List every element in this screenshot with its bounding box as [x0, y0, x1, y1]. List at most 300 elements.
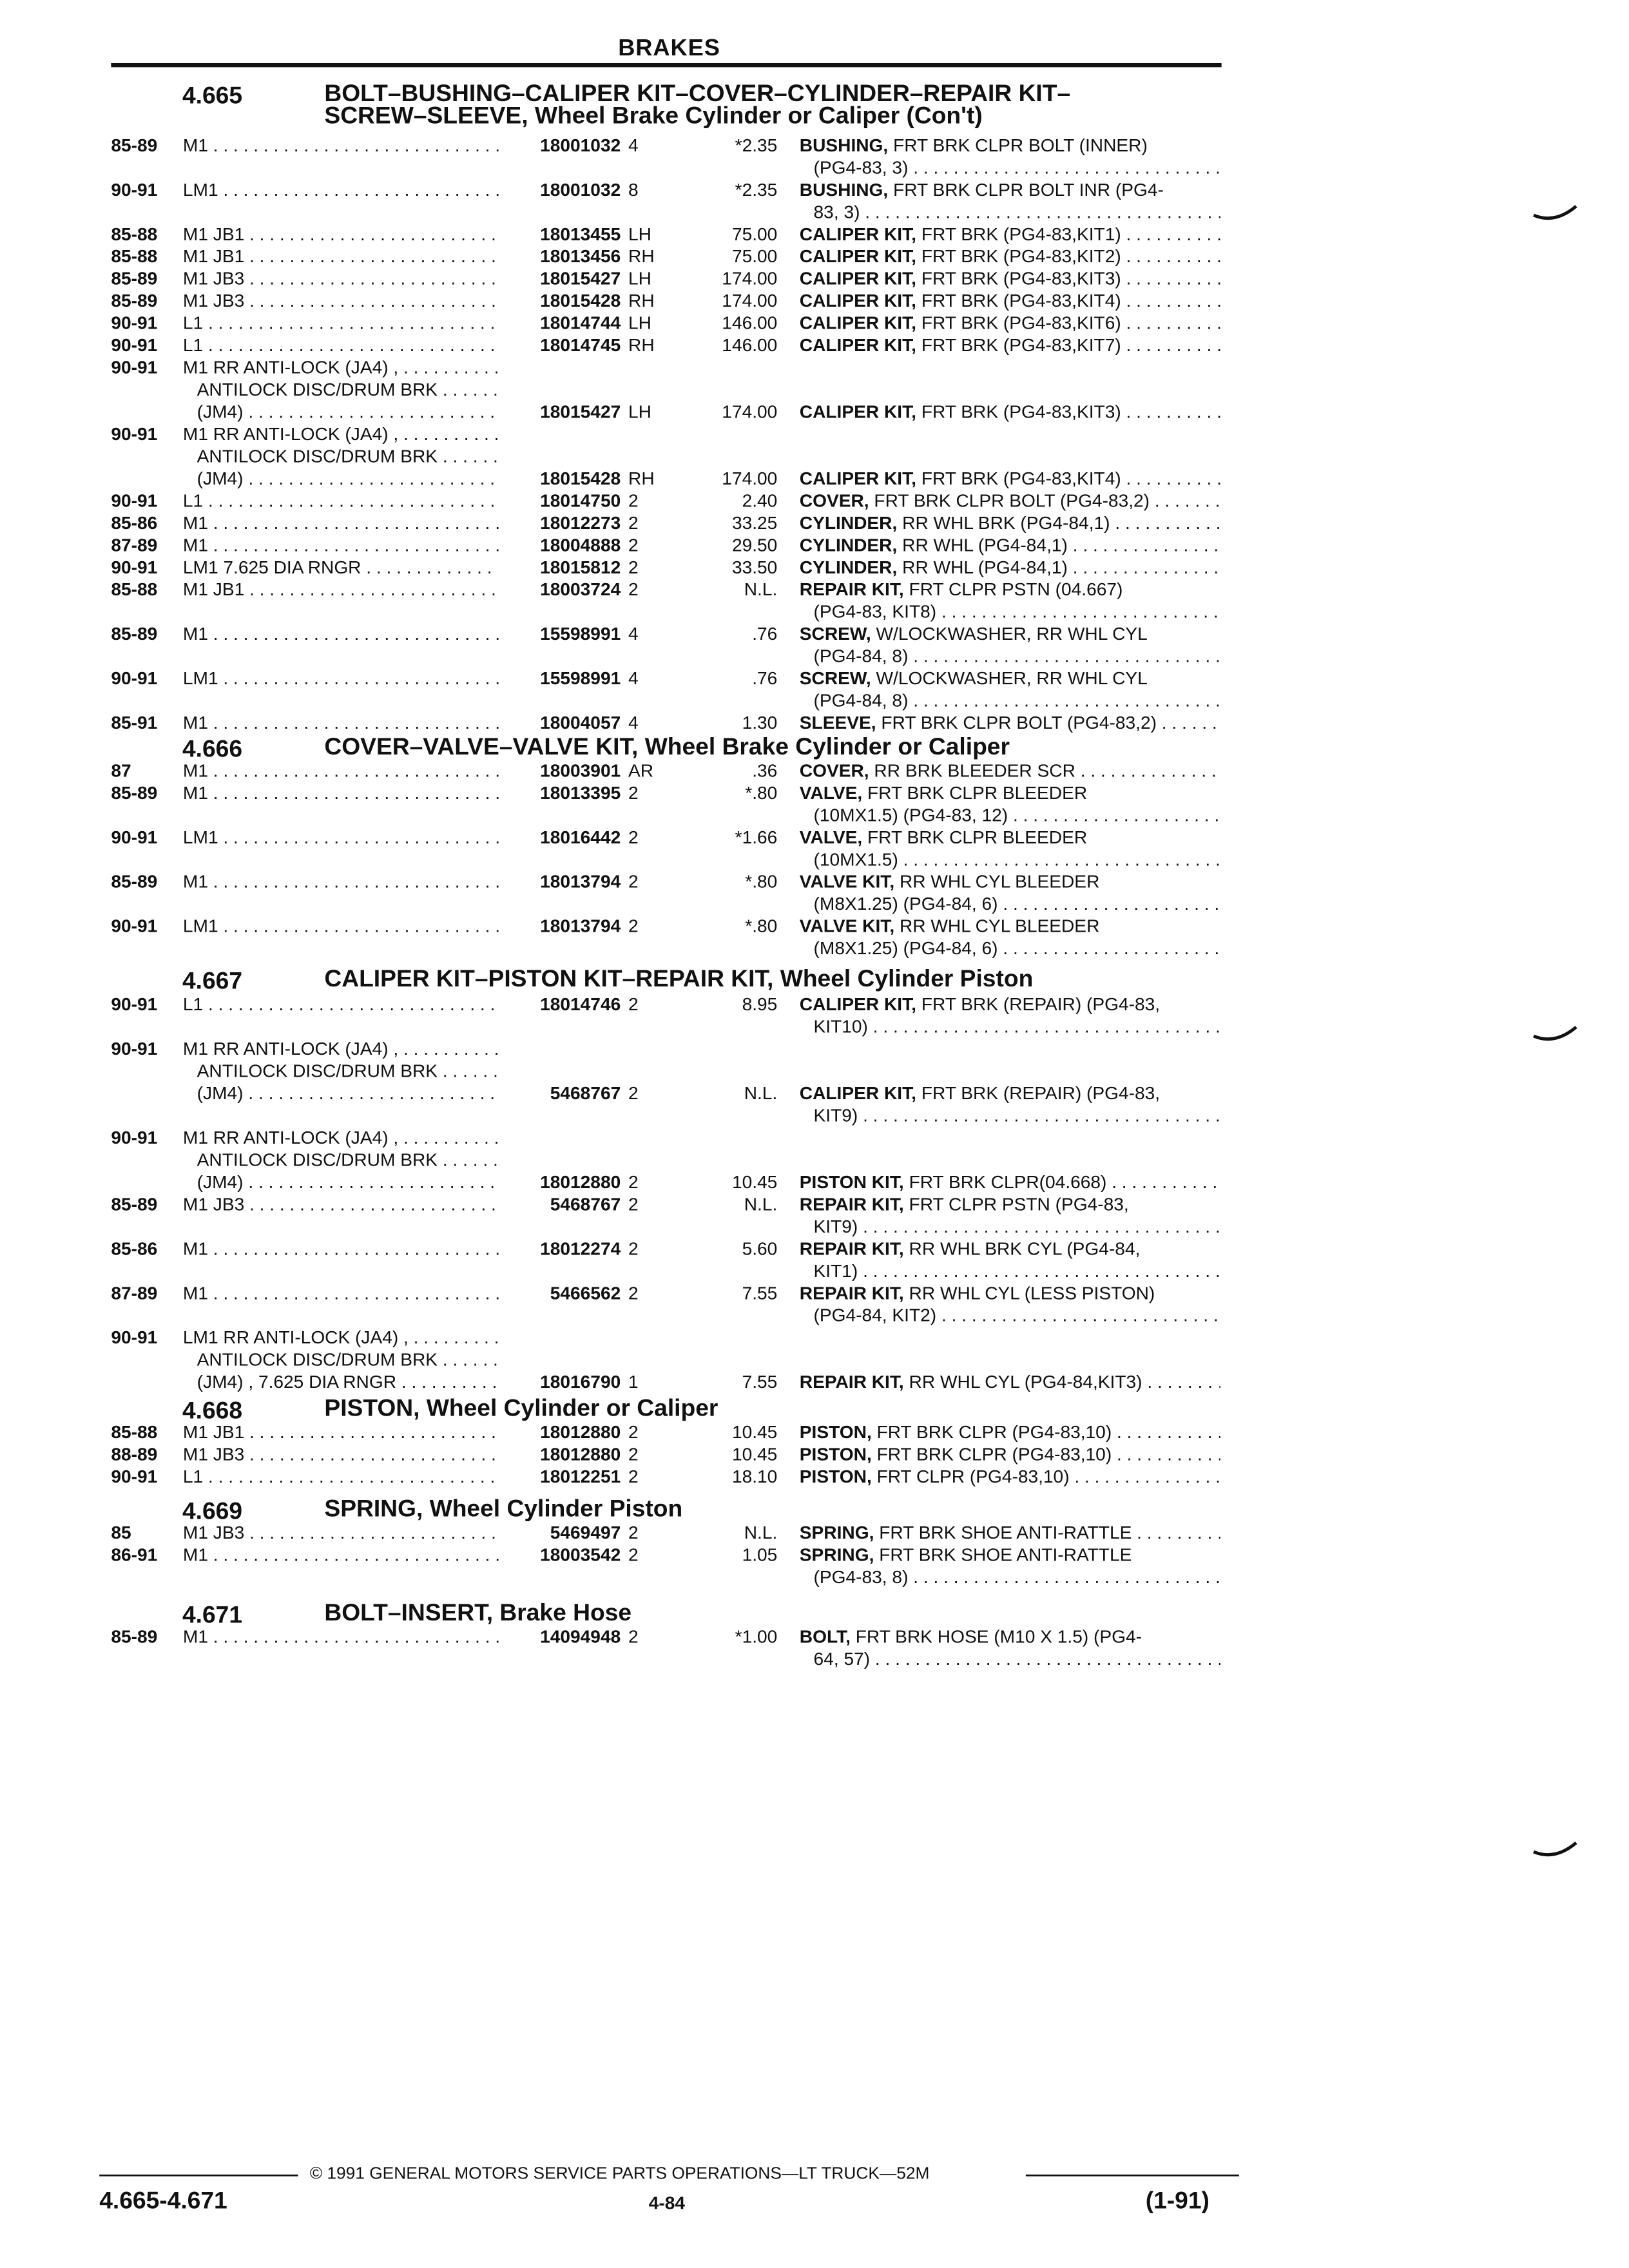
check-mark-icon	[1532, 205, 1577, 224]
application	[183, 1127, 499, 1193]
application	[183, 760, 499, 782]
quantity: 2	[628, 1544, 639, 1565]
description-text: FRT BRK CLPR (PG4-83,10)	[876, 1421, 1112, 1443]
description-line	[800, 1522, 1220, 1544]
part-number: 18013395	[540, 782, 621, 803]
price: 1.30	[742, 712, 778, 733]
part-number: 18016790	[540, 1371, 621, 1392]
price: 8.95	[742, 994, 778, 1015]
part-number: 18013794	[540, 916, 621, 937]
description-line: (PG4-84, KIT2) . . .	[800, 1304, 1220, 1326]
application	[183, 782, 499, 804]
application-text: L1 . . .	[183, 312, 499, 334]
model-years: 85-91	[111, 712, 158, 733]
quantity: 2	[628, 534, 639, 555]
part-name: SCREW,	[799, 668, 871, 689]
description-line	[800, 1443, 1220, 1465]
description	[800, 1238, 1220, 1282]
description-line	[800, 267, 1220, 289]
application-text: M1 . . .	[183, 623, 499, 645]
part-number: 18014744	[540, 312, 621, 333]
model-years: 90-91	[111, 334, 158, 356]
description	[800, 223, 1220, 245]
description-line: (PG4-83, 3) . . .	[800, 157, 1220, 178]
description-line: (PG4-84, 8) . . .	[800, 689, 1220, 711]
application	[183, 245, 499, 267]
footer-edition: (1-91)	[1145, 2186, 1210, 2214]
application	[183, 994, 499, 1015]
description	[800, 1371, 1220, 1393]
price: 7.55	[742, 1371, 778, 1392]
description-line: (PG4-83, 8) . . .	[800, 1566, 1220, 1588]
description	[800, 870, 1220, 915]
description-line: (M8X1.25) (PG4-84, 6) . . .	[800, 937, 1220, 959]
description-line	[800, 1238, 1220, 1260]
description	[800, 512, 1220, 534]
model-years: 90-91	[111, 557, 158, 578]
section-number: 4.668	[182, 1396, 243, 1424]
price: 75.00	[731, 245, 778, 267]
description-text: RR WHL CYL (LESS PISTON)	[909, 1282, 1155, 1303]
price: *.80	[745, 916, 778, 937]
description-line: (PG4-84, 8) . . .	[800, 645, 1220, 667]
description	[800, 1522, 1220, 1544]
description-text: FRT CLPR PSTN (PG4-83,	[909, 1194, 1129, 1215]
footer-line	[99, 2164, 1239, 2187]
quantity: 4	[628, 712, 639, 733]
part-number: 18003724	[540, 579, 621, 600]
price: 5.60	[742, 1238, 778, 1259]
application	[183, 826, 499, 848]
description-text: FRT CLPR PSTN (04.667)	[909, 579, 1123, 600]
model-years: 90-91	[111, 994, 158, 1015]
description-text: FRT BRK (PG4-83,KIT3)	[921, 268, 1121, 289]
description	[800, 1171, 1220, 1193]
description	[800, 994, 1220, 1038]
description-line	[800, 556, 1220, 578]
part-name: PISTON KIT,	[799, 1171, 904, 1193]
part-number: 15598991	[540, 623, 621, 644]
description	[800, 290, 1220, 312]
description	[800, 623, 1220, 668]
description-line	[800, 468, 1220, 490]
description	[800, 1443, 1220, 1465]
section-title-line: SCREW–SLEEVE, Wheel Brake Cylinder or Caliper (Con't)	[324, 101, 983, 129]
section-number: 4.671	[182, 1601, 243, 1628]
description-line	[800, 1371, 1220, 1393]
quantity: 2	[628, 1421, 639, 1443]
price: *1.66	[735, 827, 778, 848]
quantity: RH	[628, 468, 655, 489]
price: 29.50	[731, 534, 778, 555]
application-text: (JM4) . . .	[183, 1082, 499, 1104]
model-years: 90-91	[111, 423, 158, 445]
price: 33.50	[731, 557, 778, 578]
application	[183, 1327, 499, 1393]
application-text: L1 . . .	[183, 490, 499, 512]
application-text: ANTILOCK DISC/DRUM BRK . . .	[183, 379, 499, 401]
application-text: M1 . . .	[183, 870, 499, 892]
copyright-text: © 1991 GENERAL MOTORS SERVICE PARTS OPERATIONS—LT TRUCK—52M	[309, 2164, 930, 2183]
part-number: 5468767	[550, 1194, 621, 1215]
quantity: 2	[628, 579, 639, 600]
description-line: (PG4-83, KIT8) . . .	[800, 601, 1220, 622]
description-text: FRT BRK SHOE ANTI-RATTLE	[879, 1522, 1132, 1543]
application-text: M1 . . .	[183, 534, 499, 556]
part-number: 18012880	[540, 1421, 621, 1443]
part-name: VALVE KIT,	[799, 871, 895, 892]
model-years: 87	[111, 760, 131, 781]
description-line: (M8X1.25) (PG4-84, 6) . . .	[800, 893, 1220, 915]
description-line	[800, 135, 1220, 157]
description-text: FRT BRK CLPR BOLT INR (PG4-	[893, 179, 1164, 200]
application-text: M1 JB3 . . .	[183, 1522, 499, 1544]
part-name: SPRING,	[799, 1522, 874, 1543]
description	[800, 401, 1220, 423]
application	[183, 1626, 499, 1648]
part-number: 18013794	[540, 871, 621, 892]
application	[183, 870, 499, 892]
application-text: M1 . . .	[183, 135, 499, 157]
description	[800, 267, 1220, 289]
description	[800, 760, 1220, 782]
description-line	[800, 534, 1220, 556]
description-line	[800, 334, 1220, 356]
description-text: FRT CLPR (PG4-83,10)	[876, 1466, 1070, 1487]
quantity: AR	[628, 760, 654, 781]
model-years: 90-91	[111, 916, 158, 937]
quantity: 1	[628, 1371, 639, 1392]
description-text: FRT BRK (REPAIR) (PG4-83,	[921, 1082, 1161, 1104]
part-name: CALIPER KIT,	[799, 1082, 916, 1104]
application-text: M1 . . .	[183, 1544, 499, 1566]
price: 10.45	[731, 1421, 778, 1443]
quantity: 2	[628, 871, 639, 892]
page-header: BRAKES	[618, 35, 720, 61]
part-name: VALVE,	[799, 827, 863, 848]
description-line	[800, 290, 1220, 312]
application	[183, 534, 499, 556]
quantity: 2	[628, 994, 639, 1015]
model-years: 85-88	[111, 224, 158, 245]
price: 33.25	[731, 512, 778, 533]
price: N.L.	[744, 1194, 778, 1215]
part-number: 5469497	[550, 1522, 621, 1543]
model-years: 90-91	[111, 827, 158, 848]
section-title: CALIPER KIT–PISTON KIT–REPAIR KIT, Wheel Cylinder Piston	[324, 965, 1034, 992]
application	[183, 1282, 499, 1304]
application	[183, 290, 499, 312]
description-line	[800, 1171, 1220, 1193]
application-text: M1 RR ANTI-LOCK (JA4) , . . .	[183, 1127, 499, 1149]
description	[800, 1466, 1220, 1488]
part-name: SPRING,	[799, 1544, 874, 1565]
description-text: FRT BRK CLPR(04.668)	[909, 1171, 1107, 1193]
application-text: ANTILOCK DISC/DRUM BRK . . .	[183, 445, 499, 467]
application-text: M1 RR ANTI-LOCK (JA4) , . . .	[183, 423, 499, 445]
description-text: RR WHL CYL (PG4-84,KIT3)	[909, 1371, 1142, 1392]
application-text: M1 . . .	[183, 1626, 499, 1648]
description-text: FRT BRK CLPR (PG4-83,10)	[876, 1444, 1112, 1465]
section-title: SPRING, Wheel Cylinder Piston	[324, 1495, 683, 1522]
price: 2.40	[742, 490, 778, 511]
description-text: FRT BRK (PG4-83,KIT4)	[921, 468, 1121, 489]
price: 7.55	[742, 1282, 778, 1303]
application-text: M1 . . .	[183, 1238, 499, 1260]
description-text: W/LOCKWASHER, RR WHL CYL	[876, 668, 1148, 689]
application	[183, 334, 499, 356]
description	[800, 826, 1220, 870]
application-text: (JM4) . . .	[183, 401, 499, 423]
model-years: 85-89	[111, 268, 158, 289]
description-text: RR WHL (PG4-84,1)	[902, 557, 1068, 578]
price: 1.05	[742, 1544, 778, 1565]
model-years: 90-91	[111, 1038, 158, 1059]
part-number: 18015427	[540, 401, 621, 422]
part-number: 18003901	[540, 760, 621, 781]
application	[183, 712, 499, 734]
part-number: 18012273	[540, 512, 621, 533]
quantity: RH	[628, 334, 655, 356]
footer-page-number: 4-84	[648, 2193, 686, 2213]
part-number: 18014746	[540, 994, 621, 1015]
application	[183, 223, 499, 245]
part-number: 18004888	[540, 534, 621, 555]
application-text: LM1 RR ANTI-LOCK (JA4) , . . .	[183, 1327, 499, 1349]
model-years: 90-91	[111, 668, 158, 689]
description	[800, 135, 1220, 179]
section-number: 4.665	[182, 81, 243, 109]
description-text: FRT BRK CLPR BOLT (INNER)	[893, 135, 1148, 156]
price: *2.35	[735, 179, 778, 200]
part-name: BUSHING,	[799, 135, 889, 156]
part-number: 18015428	[540, 290, 621, 311]
description-line	[800, 994, 1220, 1015]
part-name: COVER,	[799, 760, 869, 781]
part-name: SLEEVE,	[799, 712, 876, 733]
application	[183, 1522, 499, 1544]
price: *2.35	[735, 135, 778, 156]
description-line: KIT9) . . .	[800, 1216, 1220, 1238]
description-line	[800, 490, 1220, 512]
description-line	[800, 782, 1220, 804]
description-line: KIT9) . . .	[800, 1104, 1220, 1126]
part-number: 5466562	[550, 1282, 621, 1303]
description	[800, 1544, 1220, 1588]
application-text: M1 JB1 . . .	[183, 579, 499, 601]
part-number: 18003542	[540, 1544, 621, 1565]
part-number: 5468767	[550, 1082, 621, 1104]
quantity: 2	[628, 1626, 639, 1647]
description-line	[800, 512, 1220, 534]
section-title: BOLT–INSERT, Brake Hose	[324, 1599, 632, 1626]
application	[183, 512, 499, 534]
price: 174.00	[722, 468, 778, 489]
application	[183, 556, 499, 578]
model-years: 85-88	[111, 579, 158, 600]
part-name: REPAIR KIT,	[799, 1194, 904, 1215]
footer-rule-right	[1026, 2175, 1239, 2177]
part-name: CALIPER KIT,	[799, 224, 916, 245]
application-text: ANTILOCK DISC/DRUM BRK . . .	[183, 1149, 499, 1171]
quantity: 4	[628, 623, 639, 644]
quantity: 2	[628, 1238, 639, 1259]
application	[183, 490, 499, 512]
description-text: FRT BRK SHOE ANTI-RATTLE	[879, 1544, 1132, 1565]
description-line	[800, 668, 1220, 689]
price: 174.00	[722, 290, 778, 311]
application-text: ANTILOCK DISC/DRUM BRK . . .	[183, 1349, 499, 1370]
application	[183, 179, 499, 201]
price: 10.45	[731, 1171, 778, 1193]
application-text: M1 RR ANTI-LOCK (JA4) , . . .	[183, 356, 499, 378]
description-line	[800, 245, 1220, 267]
application-text: M1 JB3 . . .	[183, 1193, 499, 1215]
part-name: CALIPER KIT,	[799, 312, 916, 333]
application	[183, 423, 499, 490]
description-line	[800, 760, 1220, 782]
section-number: 4.667	[182, 967, 243, 994]
model-years: 90-91	[111, 1327, 158, 1348]
description-text: RR WHL (PG4-84,1)	[902, 534, 1068, 555]
part-name: BOLT,	[799, 1626, 851, 1647]
model-years: 90-91	[111, 312, 158, 333]
part-number: 18012274	[540, 1238, 621, 1259]
footer-rule-left	[99, 2175, 298, 2177]
application	[183, 579, 499, 601]
section-title-line: BOLT–BUSHING–CALIPER KIT–COVER–CYLINDER–REPAIR KIT–	[324, 79, 1071, 107]
description-text: FRT BRK (PG4-83,KIT6)	[921, 312, 1121, 333]
application-text: (JM4) . . .	[183, 468, 499, 490]
model-years: 90-91	[111, 357, 158, 378]
description-line	[800, 1082, 1220, 1104]
description-text: FRT BRK CLPR BOLT (PG4-83,2)	[874, 490, 1150, 511]
application-text: M1 JB3 . . .	[183, 1443, 499, 1465]
description-line	[800, 1466, 1220, 1488]
part-number: 18016442	[540, 827, 621, 848]
part-name: CYLINDER,	[799, 512, 898, 533]
quantity: 4	[628, 135, 639, 156]
application	[183, 1038, 499, 1104]
model-years: 90-91	[111, 490, 158, 511]
description-line	[800, 1544, 1220, 1566]
part-name: VALVE KIT,	[799, 916, 895, 937]
quantity: LH	[628, 401, 651, 422]
price: .76	[752, 623, 778, 644]
description	[800, 1282, 1220, 1327]
description-text: FRT BRK HOSE (M10 X 1.5) (PG4-	[855, 1626, 1142, 1647]
description-text: W/LOCKWASHER, RR WHL CYL	[876, 623, 1148, 644]
part-number: 18004057	[540, 712, 621, 733]
part-name: CALIPER KIT,	[799, 468, 916, 489]
quantity: LH	[628, 268, 651, 289]
price: 146.00	[722, 334, 778, 356]
description-text: FRT BRK CLPR BLEEDER	[867, 782, 1088, 803]
application	[183, 1443, 499, 1465]
price: 174.00	[722, 401, 778, 422]
quantity: 2	[628, 1282, 639, 1303]
model-years: 90-91	[111, 1127, 158, 1148]
price: *1.00	[735, 1626, 778, 1647]
quantity: 2	[628, 557, 639, 578]
application-text: LM1 7.625 DIA RNGR . . .	[183, 556, 499, 578]
section-title: COVER–VALVE–VALVE KIT, Wheel Brake Cylinder or Caliper	[324, 733, 1010, 760]
part-name: CALIPER KIT,	[799, 334, 916, 356]
model-years: 85-89	[111, 1626, 158, 1647]
application-text: M1 JB1 . . .	[183, 223, 499, 245]
model-years: 85-89	[111, 623, 158, 644]
application-text: LM1 . . .	[183, 915, 499, 937]
quantity: 2	[628, 782, 639, 803]
description-text: FRT BRK (PG4-83,KIT1)	[921, 224, 1121, 245]
price: *.80	[745, 871, 778, 892]
price: .76	[752, 668, 778, 689]
part-name: SCREW,	[799, 623, 871, 644]
application-text: M1 . . .	[183, 1282, 499, 1304]
part-number: 18012880	[540, 1171, 621, 1193]
application	[183, 1544, 499, 1566]
quantity: 2	[628, 1194, 639, 1215]
part-name: CALIPER KIT,	[799, 290, 916, 311]
part-number: 18014750	[540, 490, 621, 511]
description	[800, 556, 1220, 578]
part-number: 18001032	[540, 135, 621, 156]
description-line	[800, 1282, 1220, 1304]
price: N.L.	[744, 579, 778, 600]
model-years: 85-89	[111, 135, 158, 156]
application-text: L1 . . .	[183, 1466, 499, 1488]
description	[800, 668, 1220, 712]
application-text: M1 . . .	[183, 512, 499, 534]
description-line: KIT1) . . .	[800, 1260, 1220, 1282]
quantity: RH	[628, 245, 655, 267]
model-years: 85-86	[111, 1238, 158, 1259]
part-number: 18015812	[540, 557, 621, 578]
quantity: 2	[628, 1522, 639, 1543]
quantity: RH	[628, 290, 655, 311]
model-years: 90-91	[111, 1466, 158, 1487]
quantity: 8	[628, 179, 639, 200]
description-line	[800, 1626, 1220, 1648]
application	[183, 135, 499, 157]
model-years: 90-91	[111, 179, 158, 200]
part-number: 18014745	[540, 334, 621, 356]
model-years: 85-89	[111, 871, 158, 892]
price: 174.00	[722, 268, 778, 289]
model-years: 87-89	[111, 534, 158, 555]
check-mark-icon	[1532, 1841, 1577, 1861]
application	[183, 1193, 499, 1215]
description	[800, 334, 1220, 356]
description-line	[800, 223, 1220, 245]
price: .36	[752, 760, 778, 781]
section-number: 4.669	[182, 1497, 243, 1524]
price: *.80	[745, 782, 778, 803]
part-number: 18013456	[540, 245, 621, 267]
quantity: 2	[628, 512, 639, 533]
description	[800, 579, 1220, 623]
quantity: 2	[628, 1082, 639, 1104]
application-text: L1 . . .	[183, 334, 499, 356]
description	[800, 534, 1220, 556]
price: 10.45	[731, 1444, 778, 1465]
application-text: M1 JB3 . . .	[183, 267, 499, 289]
description-text: RR WHL BRK CYL (PG4-84,	[909, 1238, 1141, 1259]
model-years: 85-89	[111, 290, 158, 311]
part-name: CALIPER KIT,	[799, 245, 916, 267]
application-text: M1 JB1 . . .	[183, 1421, 499, 1443]
description-text: RR WHL BRK (PG4-84,1)	[902, 512, 1110, 533]
